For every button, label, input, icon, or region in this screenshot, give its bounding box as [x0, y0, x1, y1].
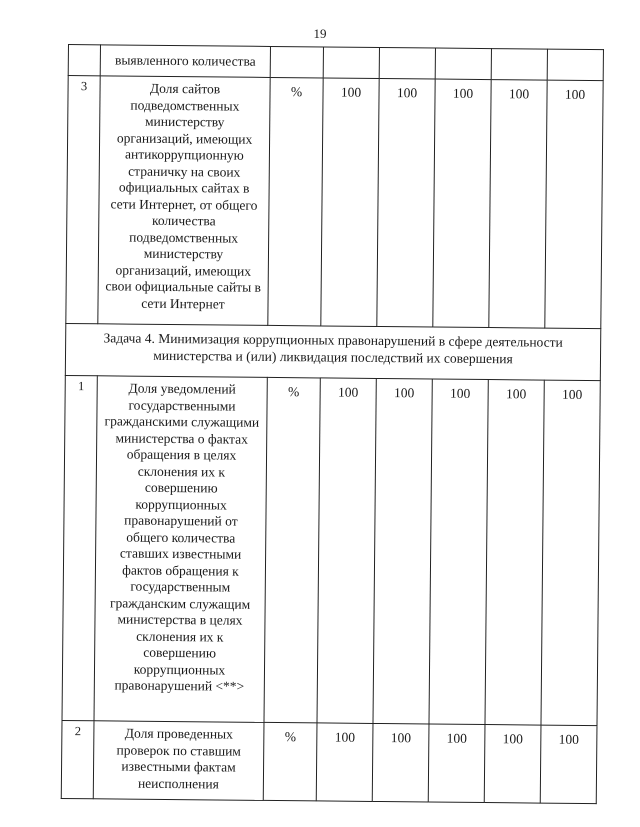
- value-cell: [379, 47, 435, 79]
- unit-cell: %: [264, 377, 320, 722]
- value-cell: 100: [372, 723, 429, 802]
- value-cell: [547, 49, 603, 81]
- unit-cell: %: [263, 722, 317, 801]
- indicator-name: Доля уведомлений государственными гражданскими служащими министерства о фактах обращения в целях склонения их к совершению коррупционных правонарушений от общего количества ставших известными фактов обращения к государственным гражданским служащим министерства в целях склонения их к совершению коррупционных правонарушений <**>: [94, 376, 267, 723]
- indicators-table: [61, 44, 604, 804]
- unit-cell: [270, 46, 323, 78]
- value-cell: [435, 48, 491, 80]
- value-cell: 100: [321, 78, 379, 327]
- indicator-name: выявленного количества: [100, 45, 270, 78]
- unit-cell: %: [268, 77, 323, 325]
- table-row: [61, 720, 597, 803]
- task-header-row: [65, 323, 600, 380]
- value-cell: 100: [428, 724, 485, 803]
- value-cell: [323, 47, 379, 79]
- page-number: 19: [313, 26, 327, 41]
- task-heading: Задача 4. Минимизация коррупционных правонарушений в сфере деятельности министерства и (или) ликвидация последствий их совершения: [65, 323, 600, 380]
- value-cell: 100: [433, 79, 491, 328]
- value-cell: 100: [429, 379, 488, 725]
- value-cell: 100: [489, 80, 547, 329]
- table-row: [68, 45, 603, 81]
- table-row: [62, 375, 600, 725]
- row-number: 3: [66, 76, 100, 324]
- value-cell: [491, 49, 547, 81]
- indicator-name: Доля проведенных проверок по ставшим известными фактам неисполнения: [93, 721, 264, 801]
- value-cell: 100: [317, 378, 376, 724]
- value-cell: 100: [377, 78, 435, 327]
- value-cell: 100: [541, 380, 600, 726]
- value-cell: 100: [485, 380, 544, 726]
- value-cell: 100: [373, 378, 432, 724]
- value-cell: 100: [540, 725, 597, 804]
- value-cell: 100: [484, 725, 541, 804]
- table-row: [66, 76, 603, 329]
- value-cell: 100: [545, 80, 603, 329]
- row-number: 1: [62, 375, 97, 720]
- row-number: [68, 45, 100, 76]
- indicator-name: Доля сайтов подведомственных министерству организаций, имеющих антикоррупционную страничку на своих официальных сайтах в сети Интернет, от общего количества подведомственных министерству организаций, имеющих свои официальные сайты в сети Интернет: [98, 76, 270, 326]
- value-cell: 100: [316, 723, 373, 802]
- scanned-page: [61, 44, 604, 804]
- row-number: 2: [61, 720, 94, 798]
